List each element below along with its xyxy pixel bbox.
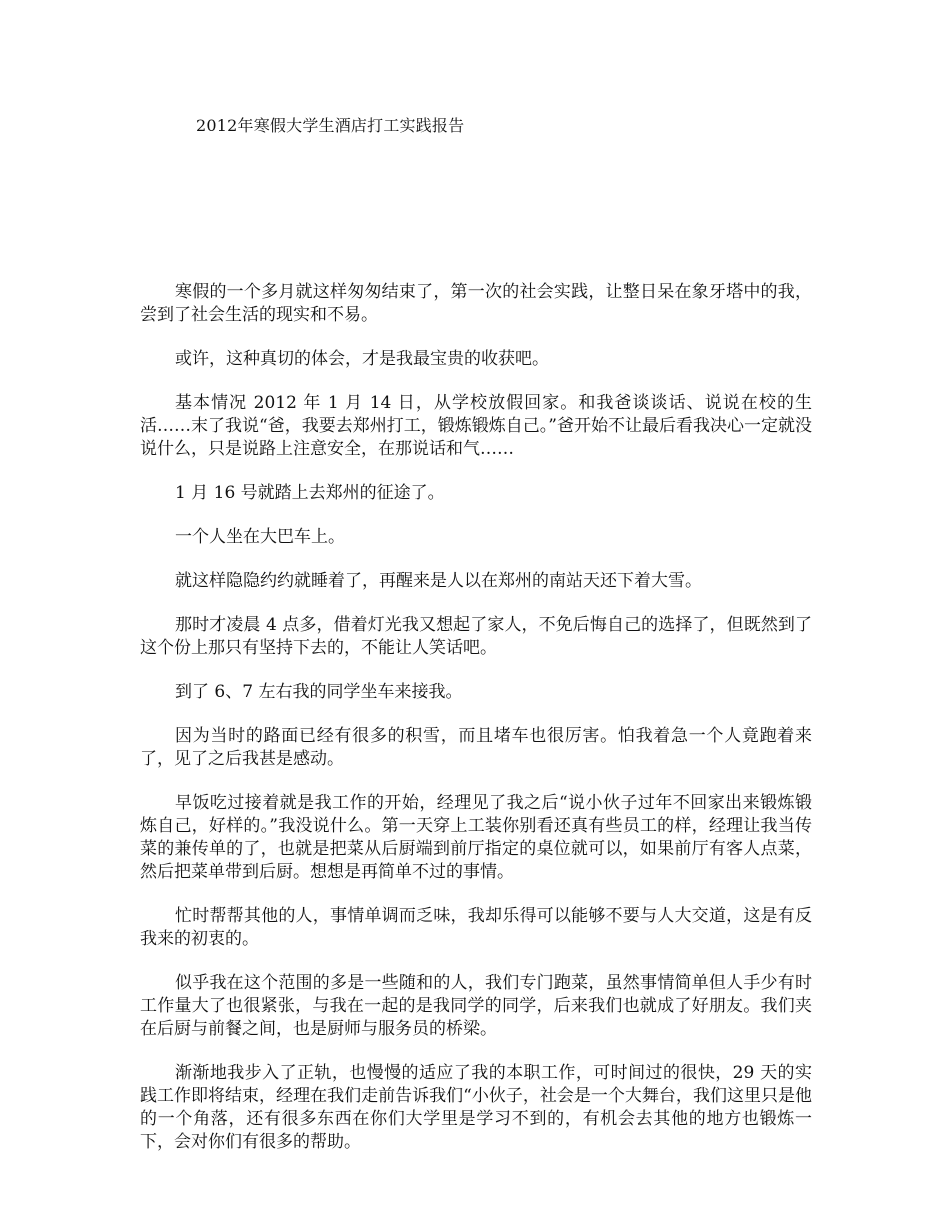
paragraph: 寒假的一个多月就这样匆匆结束了，第一次的社会实践，让整日呆在象牙塔中的我，尝到了社会生活的现实和不易。 bbox=[140, 282, 812, 325]
paragraph: 或许，这种真切的体会，才是我最宝贵的收获吧。 bbox=[175, 349, 549, 369]
paragraph: 一个人坐在大巴车上。 bbox=[175, 527, 345, 547]
paragraph: 基本情况 2012 年 1 月 14 日，从学校放假回家。和我爸谈谈话、说说在校的生活……末了我说“爸，我要去郑州打工，锻炼锻炼自己。”爸开始不让最后看我决心一定就没说什么，只是说路上注意安全，在那说话和气…… bbox=[140, 393, 812, 459]
paragraph: 渐渐地我步入了正轨，也慢慢的适应了我的本职工作，可时间过的很快，29 天的实践工作即将结束，经理在我们走前告诉我们“小伙子，社会是一个大舞台，我们这里只是他的一个角落，还有很多东西在你们大学里是学习不到的，有机会去其他的地方也锻炼一下，会对你们有很多的帮助。 bbox=[140, 1063, 812, 1152]
paragraph: 到了 6、7 左右我的同学坐车来接我。 bbox=[175, 682, 463, 702]
paragraph: 1 月 16 号就踏上去郑州的征途了。 bbox=[175, 483, 445, 503]
paragraph: 早饭吃过接着就是我工作的开始，经理见了我之后“说小伙子过年不回家出来锻炼锻炼自己，好样的。”我没说什么。第一天穿上工装你别看还真有些员工的样，经理让我当传菜的兼传单的了，也就是把菜从后厨端到前厅指定的桌位就可以，如果前厅有客人点菜，然后把菜单带到后厨。想想是再简单不过的事情。 bbox=[140, 793, 812, 882]
paragraph: 那时才凌晨 4 点多，借着灯光我又想起了家人，不免后悔自己的选择了，但既然到了这个份上那只有坚持下去的，不能让人笑话吧。 bbox=[140, 615, 812, 658]
document-body bbox=[140, 281, 812, 1175]
document-title: 2012年寒假大学生酒店打工实践报告 bbox=[196, 116, 465, 135]
paragraph: 忙时帮帮其他的人，事情单调而乏味，我却乐得可以能够不要与人大交道，这是有反我来的初衷的。 bbox=[140, 906, 812, 949]
paragraph: 就这样隐隐约约就睡着了，再醒来是人以在郑州的南站天还下着大雪。 bbox=[175, 571, 702, 591]
paragraph: 似乎我在这个范围的多是一些随和的人，我们专门跑菜，虽然事情简单但人手少有时工作量大了也很紧张，与我在一起的是我同学的同学，后来我们也就成了好朋友。我们夹在后厨与前餐之间，也是厨师与服务员的桥梁。 bbox=[140, 973, 812, 1039]
paragraph: 因为当时的路面已经有很多的积雪，而且堵车也很厉害。怕我着急一个人竟跑着来了，见了之后我甚是感动。 bbox=[140, 726, 812, 769]
